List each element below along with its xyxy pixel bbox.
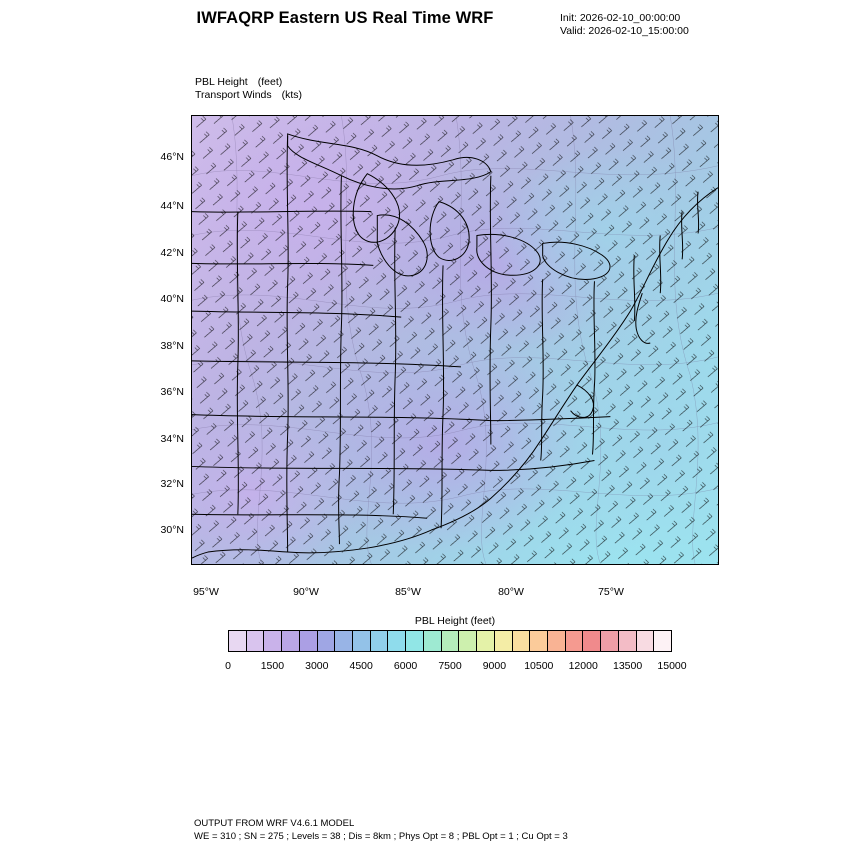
transport-wind-barbs xyxy=(192,116,718,564)
init-valid-block xyxy=(560,12,689,38)
lat-tick-32n: 32°N xyxy=(160,478,184,490)
colorbar-tick: 3000 xyxy=(305,660,329,672)
colorbar-tick: 13500 xyxy=(612,660,643,672)
transport-winds-label: Transport Winds xyxy=(195,89,272,101)
colorbar-tick-labels xyxy=(225,660,687,676)
model-output-line: OUTPUT FROM WRF V4.6.1 MODEL xyxy=(194,818,355,829)
colorbar-cell xyxy=(300,631,318,651)
lat-tick-40n: 40°N xyxy=(160,293,184,305)
colorbar-cell xyxy=(424,631,442,651)
colorbar-cell xyxy=(530,631,548,651)
lon-tick-85w: 85°W xyxy=(395,586,421,598)
map-canvas xyxy=(192,116,718,564)
colorbar-cell xyxy=(637,631,655,651)
colorbar-cell xyxy=(388,631,406,651)
colorbar-cell xyxy=(548,631,566,651)
colorbar-cell xyxy=(442,631,460,651)
colorbar-cell xyxy=(318,631,336,651)
colorbar-tick: 4500 xyxy=(349,660,373,672)
colorbar-tick: 7500 xyxy=(438,660,462,672)
lat-tick-44n: 44°N xyxy=(160,200,184,212)
model-config-line: WE = 310 ; SN = 275 ; Levels = 38 ; Dis = 8km ; Phys Opt = 8 ; PBL Opt = 1 ; Cu Opt = 3 xyxy=(194,830,568,842)
pbl-height-label: PBL Height xyxy=(195,76,248,88)
field-label-block xyxy=(195,76,302,102)
lon-tick-80w: 80°W xyxy=(498,586,524,598)
colorbar-cell xyxy=(654,631,671,651)
colorbar-cell xyxy=(229,631,247,651)
colorbar-cell xyxy=(583,631,601,651)
colorbar-cell xyxy=(335,631,353,651)
colorbar-tick: 1500 xyxy=(260,660,285,672)
colorbar-tick: 9000 xyxy=(482,660,507,672)
colorbar-cell xyxy=(566,631,584,651)
colorbar-cell xyxy=(371,631,389,651)
lat-tick-42n: 42°N xyxy=(160,247,184,259)
colorbar-cell xyxy=(513,631,531,651)
colorbar-tick: 15000 xyxy=(657,660,687,672)
pbl-height-label-line xyxy=(195,76,302,89)
lat-tick-46n: 46°N xyxy=(160,151,184,163)
lat-tick-34n: 34°N xyxy=(160,433,184,445)
transport-winds-label-line xyxy=(195,89,302,102)
colorbar xyxy=(228,630,672,652)
colorbar-cell xyxy=(353,631,371,651)
model-footer xyxy=(194,818,568,843)
lon-tick-75w: 75°W xyxy=(598,586,624,598)
lat-tick-36n: 36°N xyxy=(160,386,184,398)
map-panel[interactable] xyxy=(191,115,719,565)
colorbar-cell xyxy=(406,631,424,651)
colorbar-cell xyxy=(619,631,637,651)
colorbar-tick: 0 xyxy=(225,660,231,672)
lat-tick-30n: 30°N xyxy=(160,524,184,536)
init-time-label: Init: 2026-02-10_00:00:00 xyxy=(560,12,681,24)
colorbar-cell xyxy=(495,631,513,651)
lon-tick-95w: 95°W xyxy=(193,586,219,598)
colorbar-cell xyxy=(477,631,495,651)
lat-tick-38n: 38°N xyxy=(160,340,184,352)
lon-tick-90w: 90°W xyxy=(293,586,319,598)
colorbar-cell xyxy=(247,631,265,651)
transport-winds-unit: (kts) xyxy=(281,89,303,101)
colorbar-cell xyxy=(264,631,282,651)
colorbar-cell xyxy=(601,631,619,651)
pbl-height-unit: (feet) xyxy=(257,76,283,88)
page-title: IWFAQRP Eastern US Real Time WRF xyxy=(196,9,494,27)
valid-time-label: Valid: 2026-02-10_15:00:00 xyxy=(560,25,689,37)
colorbar-tick: 12000 xyxy=(568,660,598,672)
colorbar-title: PBL Height (feet) xyxy=(414,615,496,627)
colorbar-cell xyxy=(459,631,477,651)
colorbar-cell xyxy=(282,631,300,651)
colorbar-tick: 6000 xyxy=(393,660,418,672)
colorbar-tick: 10500 xyxy=(524,660,554,672)
